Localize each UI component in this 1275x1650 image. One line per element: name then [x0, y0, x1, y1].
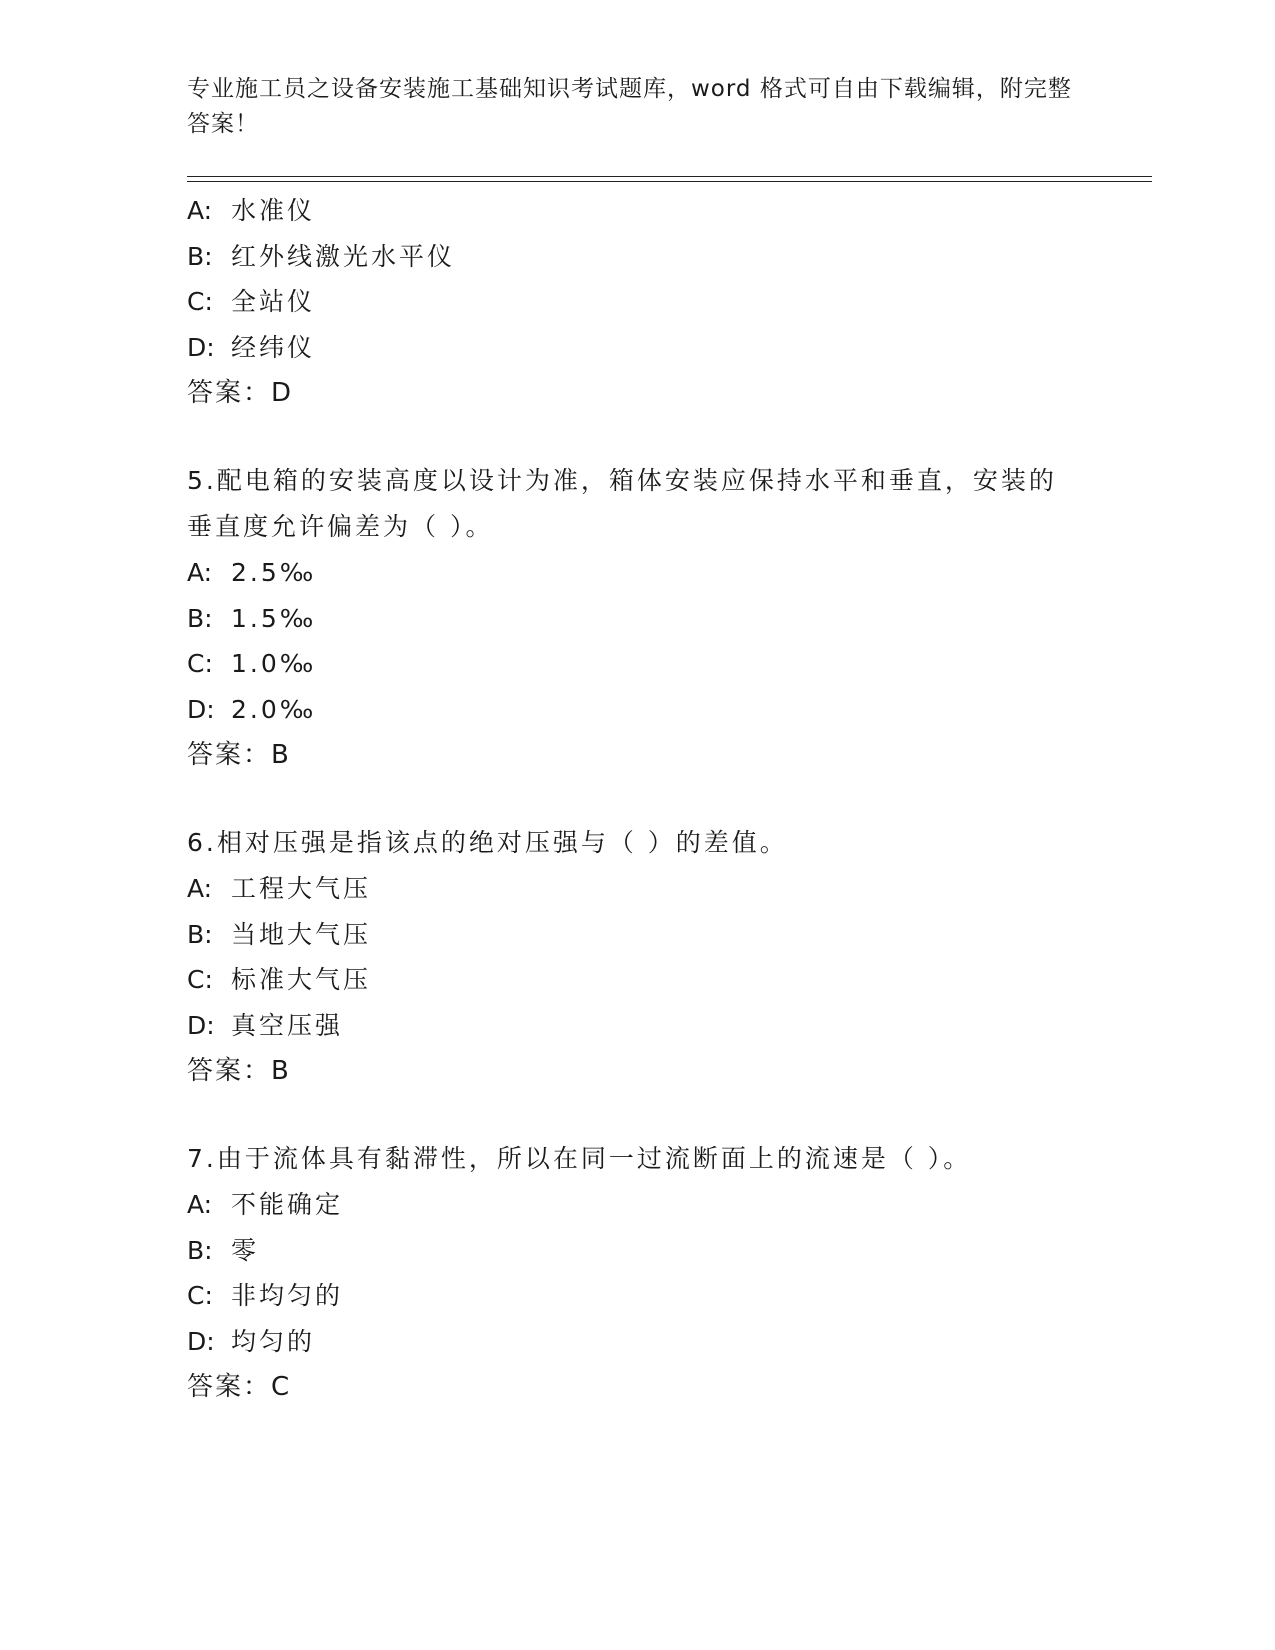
- option-d: D: 2.0‰: [187, 694, 317, 724]
- option-d: D: 均匀的: [187, 1326, 316, 1356]
- option-c: C: 1.0‰: [187, 649, 317, 678]
- option-c: C: 非均匀的: [187, 1281, 344, 1310]
- question-6: [187, 820, 1087, 1094]
- option-a: A: 工程大气压: [187, 874, 372, 903]
- option-a: A: 2.5‰: [187, 558, 317, 587]
- question-stem: 6.相对压强是指该点的绝对压强与（ ）的差值。: [187, 828, 788, 857]
- option-a: A: 不能确定: [187, 1190, 344, 1219]
- option-b: B: 零: [187, 1235, 260, 1265]
- option-c: C: 全站仪: [187, 287, 316, 316]
- question-4-tail: [187, 188, 1087, 416]
- answer: 答案：B: [187, 1056, 289, 1086]
- question-7: [187, 1136, 1087, 1410]
- option-d: D: 真空压强: [187, 1010, 344, 1040]
- question-stem: 5.配电箱的安装高度以设计为准，箱体安装应保持水平和垂直，安装的垂直度允许偏差为（ ）。: [187, 466, 1057, 541]
- page-header: 专业施工员之设备安装施工基础知识考试题库，word 格式可自由下载编辑，附完整答案！: [187, 76, 1072, 137]
- answer: 答案：C: [187, 1372, 290, 1402]
- option-b: B: 当地大气压: [187, 919, 372, 949]
- option-a: A: 水准仪: [187, 196, 316, 225]
- question-list: [187, 188, 1087, 1410]
- answer: 答案：B: [187, 740, 289, 770]
- option-d: D: 经纬仪: [187, 332, 316, 362]
- question-5: [187, 458, 1087, 778]
- answer: 答案：D: [187, 378, 292, 408]
- option-b: B: 1.5‰: [187, 603, 317, 633]
- option-b: B: 红外线激光水平仪: [187, 241, 456, 271]
- header-divider: [187, 176, 1152, 182]
- question-stem: 7.由于流体具有黏滞性，所以在同一过流断面上的流速是（ ）。: [187, 1144, 972, 1173]
- option-c: C: 标准大气压: [187, 965, 372, 994]
